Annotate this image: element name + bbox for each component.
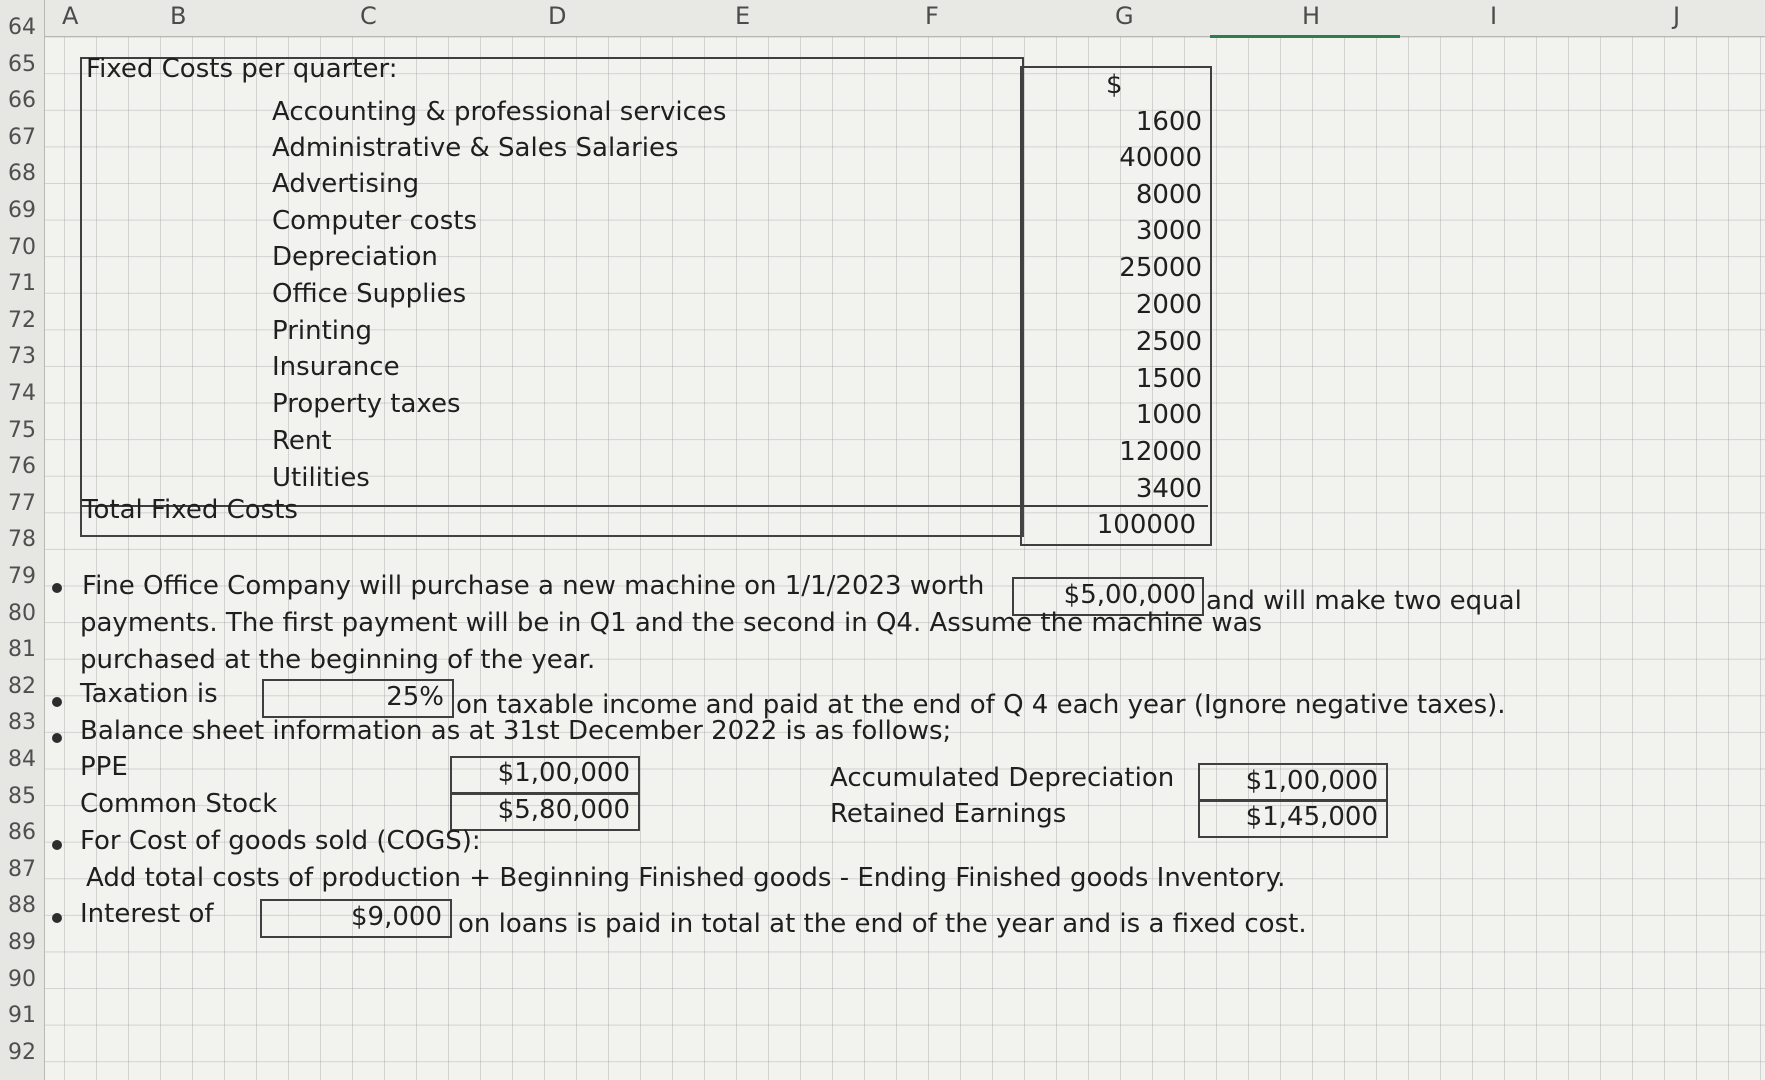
fixed-cost-value[interactable]: 1600 — [1135, 107, 1202, 137]
row-header-81[interactable]: 81 — [8, 637, 36, 663]
taxation-text[interactable]: on taxable income and paid at the end of Q 4 each year (Ignore negative taxes). — [456, 690, 1506, 720]
fixed-cost-label[interactable]: Accounting & professional services — [272, 97, 727, 127]
fixed-cost-value[interactable]: 8000 — [1135, 180, 1202, 210]
total-fixed-costs-value[interactable]: 100000 — [1096, 510, 1196, 540]
row-header-67[interactable]: 67 — [8, 124, 36, 150]
row-header-68[interactable]: 68 — [8, 161, 36, 187]
accumulated-depreciation-value[interactable]: $1,00,000 — [1245, 766, 1378, 796]
row-header-71[interactable]: 71 — [8, 271, 36, 297]
bullet-icon — [52, 913, 62, 923]
fixed-cost-label[interactable]: Utilities — [272, 463, 370, 493]
machine-value[interactable]: $5,00,000 — [1063, 580, 1196, 610]
row-header-83[interactable]: 83 — [8, 710, 36, 736]
currency-symbol[interactable]: $ — [1106, 70, 1123, 100]
column-header-g[interactable]: G — [1115, 2, 1134, 30]
balance-sheet-intro[interactable]: Balance sheet information as at 31st December 2022 is as follows; — [80, 716, 952, 746]
column-header-d[interactable]: D — [548, 2, 567, 30]
interest-text[interactable]: on loans is paid in total at the end of the year and is a fixed cost. — [458, 909, 1307, 939]
column-header-e[interactable]: E — [735, 2, 751, 30]
fixed-cost-value[interactable]: 2000 — [1135, 290, 1202, 320]
row-header-70[interactable]: 70 — [8, 234, 36, 260]
row-header-82[interactable]: 82 — [8, 673, 36, 699]
fixed-cost-value[interactable]: 3400 — [1135, 474, 1202, 504]
row-header-79[interactable]: 79 — [8, 564, 36, 589]
accumulated-depreciation-label[interactable]: Accumulated Depreciation — [830, 763, 1175, 793]
row-header-72[interactable]: 72 — [8, 307, 36, 333]
fixed-cost-value[interactable]: 1000 — [1135, 400, 1202, 430]
fixed-cost-label[interactable]: Office Supplies — [272, 279, 467, 309]
row-header-bar — [0, 0, 45, 1080]
row-header-73[interactable]: 73 — [8, 344, 36, 370]
machine-purchase-text[interactable]: Fine Office Company will purchase a new machine on 1/1/2023 worth — [82, 571, 985, 601]
fixed-cost-value[interactable]: 1500 — [1135, 364, 1202, 394]
active-column-indicator — [1210, 35, 1400, 38]
row-header-86[interactable]: 86 — [8, 820, 36, 846]
retained-earnings-value[interactable]: $1,45,000 — [1245, 802, 1378, 832]
row-header-65[interactable]: 65 — [8, 51, 36, 77]
fixed-cost-label[interactable]: Property taxes — [272, 389, 461, 419]
row-header-64[interactable]: 64 — [8, 15, 36, 40]
bullet-icon — [52, 583, 62, 593]
common-stock-value[interactable]: $5,80,000 — [497, 795, 630, 825]
ppe-value[interactable]: $1,00,000 — [497, 758, 630, 788]
column-header-h[interactable]: H — [1302, 2, 1321, 30]
column-header-f[interactable]: F — [925, 2, 939, 30]
column-header-i[interactable]: I — [1490, 2, 1498, 30]
column-header-c[interactable]: C — [360, 2, 377, 30]
machine-payment-text[interactable]: and will make two equal — [1206, 586, 1522, 616]
bullet-icon — [52, 697, 62, 707]
column-header-b[interactable]: B — [170, 2, 187, 30]
taxation-value[interactable]: 25% — [386, 682, 444, 712]
row-header-66[interactable]: 66 — [8, 88, 36, 114]
fixed-cost-label[interactable]: Rent — [272, 426, 332, 456]
row-header-74[interactable]: 74 — [8, 381, 36, 406]
machine-payment-text[interactable]: purchased at the beginning of the year. — [80, 645, 596, 675]
row-header-84[interactable]: 84 — [8, 747, 36, 772]
fixed-cost-label[interactable]: Depreciation — [272, 242, 438, 272]
row-header-92[interactable]: 92 — [8, 1039, 36, 1065]
row-header-69[interactable]: 69 — [8, 198, 36, 223]
fixed-cost-value[interactable]: 3000 — [1135, 216, 1202, 246]
fixed-cost-label[interactable]: Computer costs — [272, 206, 478, 236]
ppe-label[interactable]: PPE — [80, 752, 128, 782]
row-header-80[interactable]: 80 — [8, 600, 36, 626]
row-header-87[interactable]: 87 — [8, 856, 36, 882]
column-header-a[interactable]: A — [62, 2, 79, 30]
cogs-heading[interactable]: For Cost of goods sold (COGS): — [80, 826, 481, 856]
fixed-cost-value[interactable]: 40000 — [1119, 143, 1202, 173]
interest-value[interactable]: $9,000 — [351, 902, 442, 932]
row-header-76[interactable]: 76 — [8, 454, 36, 480]
row-header-85[interactable]: 85 — [8, 783, 36, 809]
fixed-cost-value[interactable]: 12000 — [1119, 437, 1202, 467]
row-header-77[interactable]: 77 — [8, 490, 36, 516]
fixed-cost-label[interactable]: Printing — [272, 316, 373, 346]
fixed-cost-label[interactable]: Administrative & Sales Salaries — [272, 133, 679, 163]
common-stock-label[interactable]: Common Stock — [80, 789, 278, 819]
fixed-cost-value[interactable]: 2500 — [1135, 327, 1202, 357]
taxation-label[interactable]: Taxation is — [80, 679, 218, 709]
row-header-78[interactable]: 78 — [8, 527, 36, 553]
interest-label[interactable]: Interest of — [80, 899, 214, 929]
fixed-costs-title[interactable]: Fixed Costs per quarter: — [86, 54, 398, 84]
fixed-costs-labels-box — [80, 57, 1024, 537]
row-header-89[interactable]: 89 — [8, 930, 36, 955]
column-header-bar — [0, 0, 1765, 37]
cogs-formula[interactable]: Add total costs of production + Beginning Finished goods - Ending Finished goods Inventory. — [86, 863, 1286, 893]
bullet-icon — [52, 840, 62, 850]
bullet-icon — [52, 733, 62, 743]
fixed-cost-value[interactable]: 25000 — [1119, 253, 1202, 283]
column-header-j[interactable]: J — [1673, 2, 1681, 30]
fixed-cost-label[interactable]: Insurance — [272, 352, 400, 382]
row-header-91[interactable]: 91 — [8, 1003, 36, 1029]
row-header-88[interactable]: 88 — [8, 893, 36, 919]
row-header-75[interactable]: 75 — [8, 417, 36, 443]
fixed-cost-label[interactable]: Advertising — [272, 169, 420, 199]
machine-payment-text[interactable]: payments. The first payment will be in Q1 and the second in Q4. Assume the machine was — [80, 608, 1263, 638]
retained-earnings-label[interactable]: Retained Earnings — [830, 799, 1067, 829]
total-fixed-costs-label[interactable]: Total Fixed Costs — [82, 495, 298, 525]
row-header-90[interactable]: 90 — [8, 966, 36, 992]
